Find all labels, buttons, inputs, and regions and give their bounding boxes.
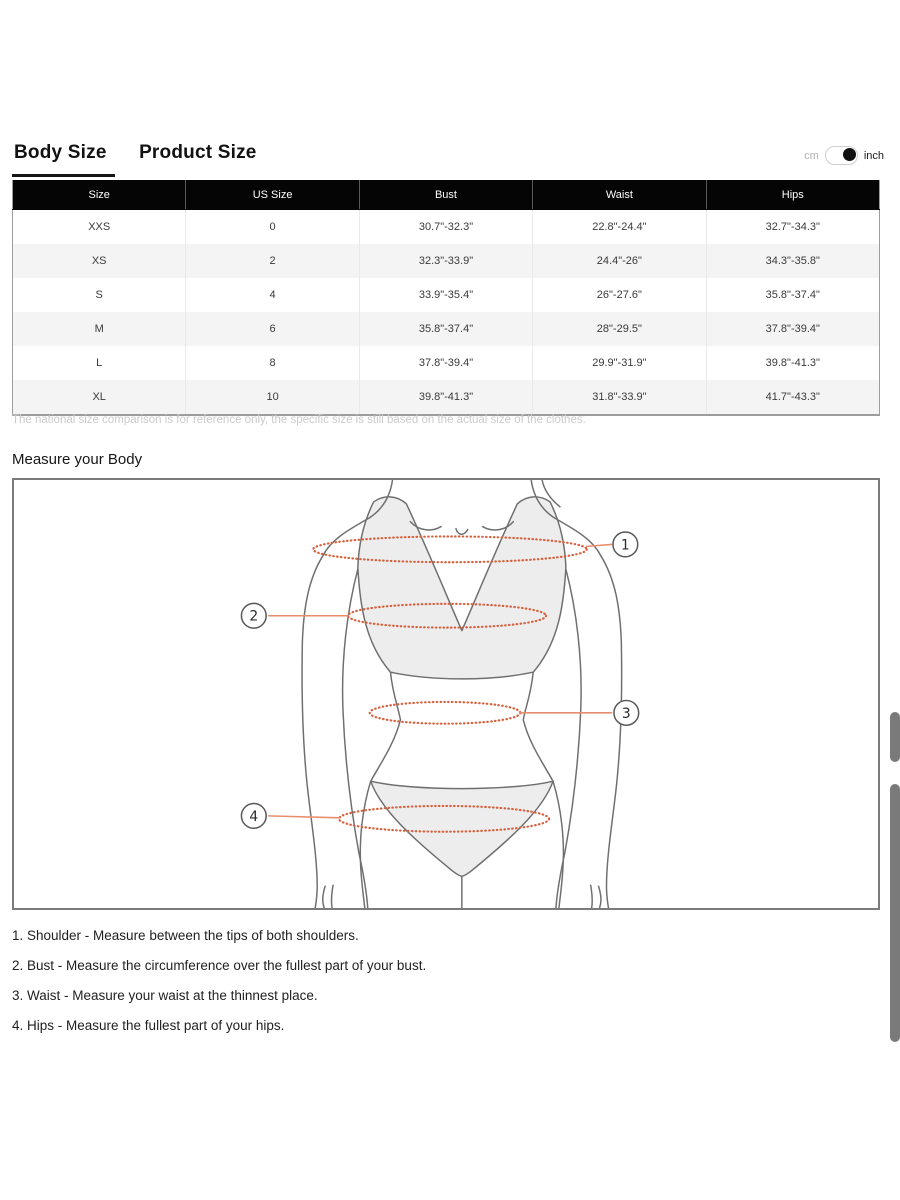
- table-cell: 26"-27.6": [533, 278, 706, 312]
- table-cell: 2: [186, 244, 359, 278]
- unit-label-inch[interactable]: inch: [863, 149, 884, 162]
- scrollbar-thumb-upper[interactable]: [890, 712, 900, 762]
- marker-shoulder: [613, 532, 638, 557]
- column-header-size: Size: [13, 180, 186, 210]
- table-cell: 34.3"-35.8": [765, 255, 820, 267]
- figure-illustration: [14, 480, 878, 908]
- tab-body-size[interactable]: Body Size: [12, 140, 115, 177]
- table-cell: S: [13, 278, 186, 312]
- svg-text:1: 1: [620, 537, 630, 554]
- marker-waist: [614, 700, 639, 725]
- column-header-us-size: US Size: [186, 180, 359, 210]
- table-cell: M: [13, 312, 186, 346]
- table-cell: 31.8"-33.9": [533, 380, 706, 415]
- column-header-bust: Bust: [359, 180, 532, 210]
- table-cell: 0: [186, 210, 359, 245]
- table-cell: 28"-29.5": [533, 312, 706, 346]
- measure-section-title: Measure your Body: [12, 451, 143, 468]
- table-row: [13, 244, 880, 278]
- svg-text:2: 2: [249, 608, 259, 625]
- table-cell: 41.7"-43.3": [765, 391, 820, 403]
- body-measurement-diagram: [12, 478, 880, 910]
- instruction-bust: 2. Bust - Measure the circumference over the fullest part of your bust.: [12, 958, 427, 973]
- toggle-knob: [843, 148, 856, 161]
- table-cell: XL: [13, 380, 186, 415]
- table-row: [13, 312, 880, 346]
- marker-bust: [241, 603, 266, 628]
- panties-shape: [371, 781, 553, 876]
- table-row: [13, 380, 880, 415]
- table-cell: 10: [186, 380, 359, 415]
- table-cell: 37.8"-39.4": [359, 346, 532, 380]
- tab-product-size[interactable]: Product Size: [139, 142, 257, 163]
- unit-toggle-switch[interactable]: [825, 146, 858, 165]
- svg-text:4: 4: [249, 808, 259, 825]
- table-cell: 30.7"-32.3": [359, 210, 532, 245]
- table-row: [13, 278, 880, 312]
- table-cell: 37.8"-39.4": [765, 323, 820, 335]
- bra-top-shape: [358, 497, 566, 679]
- size-disclaimer-note: The national size comparison is for reference only, the specific size is still based on the actual size of the clothes.: [12, 414, 586, 426]
- body-size-table: [12, 180, 880, 416]
- table-cell: 29.9"-31.9": [533, 346, 706, 380]
- table-cell: 35.8"-37.4": [359, 312, 532, 346]
- table-cell: 6: [186, 312, 359, 346]
- measure-instructions: [12, 928, 884, 1048]
- unit-label-cm[interactable]: cm: [804, 149, 819, 162]
- column-header-hips: Hips: [706, 180, 879, 210]
- instruction-shoulder: 1. Shoulder - Measure between the tips of both shoulders.: [12, 928, 359, 943]
- table-cell: 22.8"-24.4": [533, 210, 706, 245]
- marker-hips: [241, 803, 266, 828]
- svg-text:3: 3: [621, 705, 631, 722]
- table-cell: 32.7"-34.3": [765, 221, 820, 233]
- column-header-waist: Waist: [533, 180, 706, 210]
- table-cell: 24.4"-26": [533, 244, 706, 278]
- table-cell: 33.9"-35.4": [359, 278, 532, 312]
- instruction-hips: 4. Hips - Measure the fullest part of your hips.: [12, 1018, 285, 1033]
- instruction-waist: 3. Waist - Measure your waist at the thinnest place.: [12, 988, 318, 1003]
- table-cell: 39.8"-41.3": [359, 380, 532, 415]
- table-cell: 35.8"-37.4": [765, 289, 820, 301]
- table-row: [13, 346, 880, 380]
- table-cell: L: [13, 346, 186, 380]
- table-cell: XS: [13, 244, 186, 278]
- size-table-header: [13, 180, 880, 210]
- table-cell: 39.8"-41.3": [765, 357, 820, 369]
- size-table-container: [12, 180, 880, 416]
- table-row: [13, 210, 880, 245]
- table-cell: 32.3"-33.9": [359, 244, 532, 278]
- tab-bar: [12, 140, 888, 176]
- table-cell: 8: [186, 346, 359, 380]
- table-cell: 4: [186, 278, 359, 312]
- scrollbar-thumb-lower[interactable]: [890, 784, 900, 1042]
- unit-toggle: [804, 146, 884, 165]
- waist-measure-ellipse: [370, 702, 521, 724]
- table-cell: XXS: [13, 210, 186, 245]
